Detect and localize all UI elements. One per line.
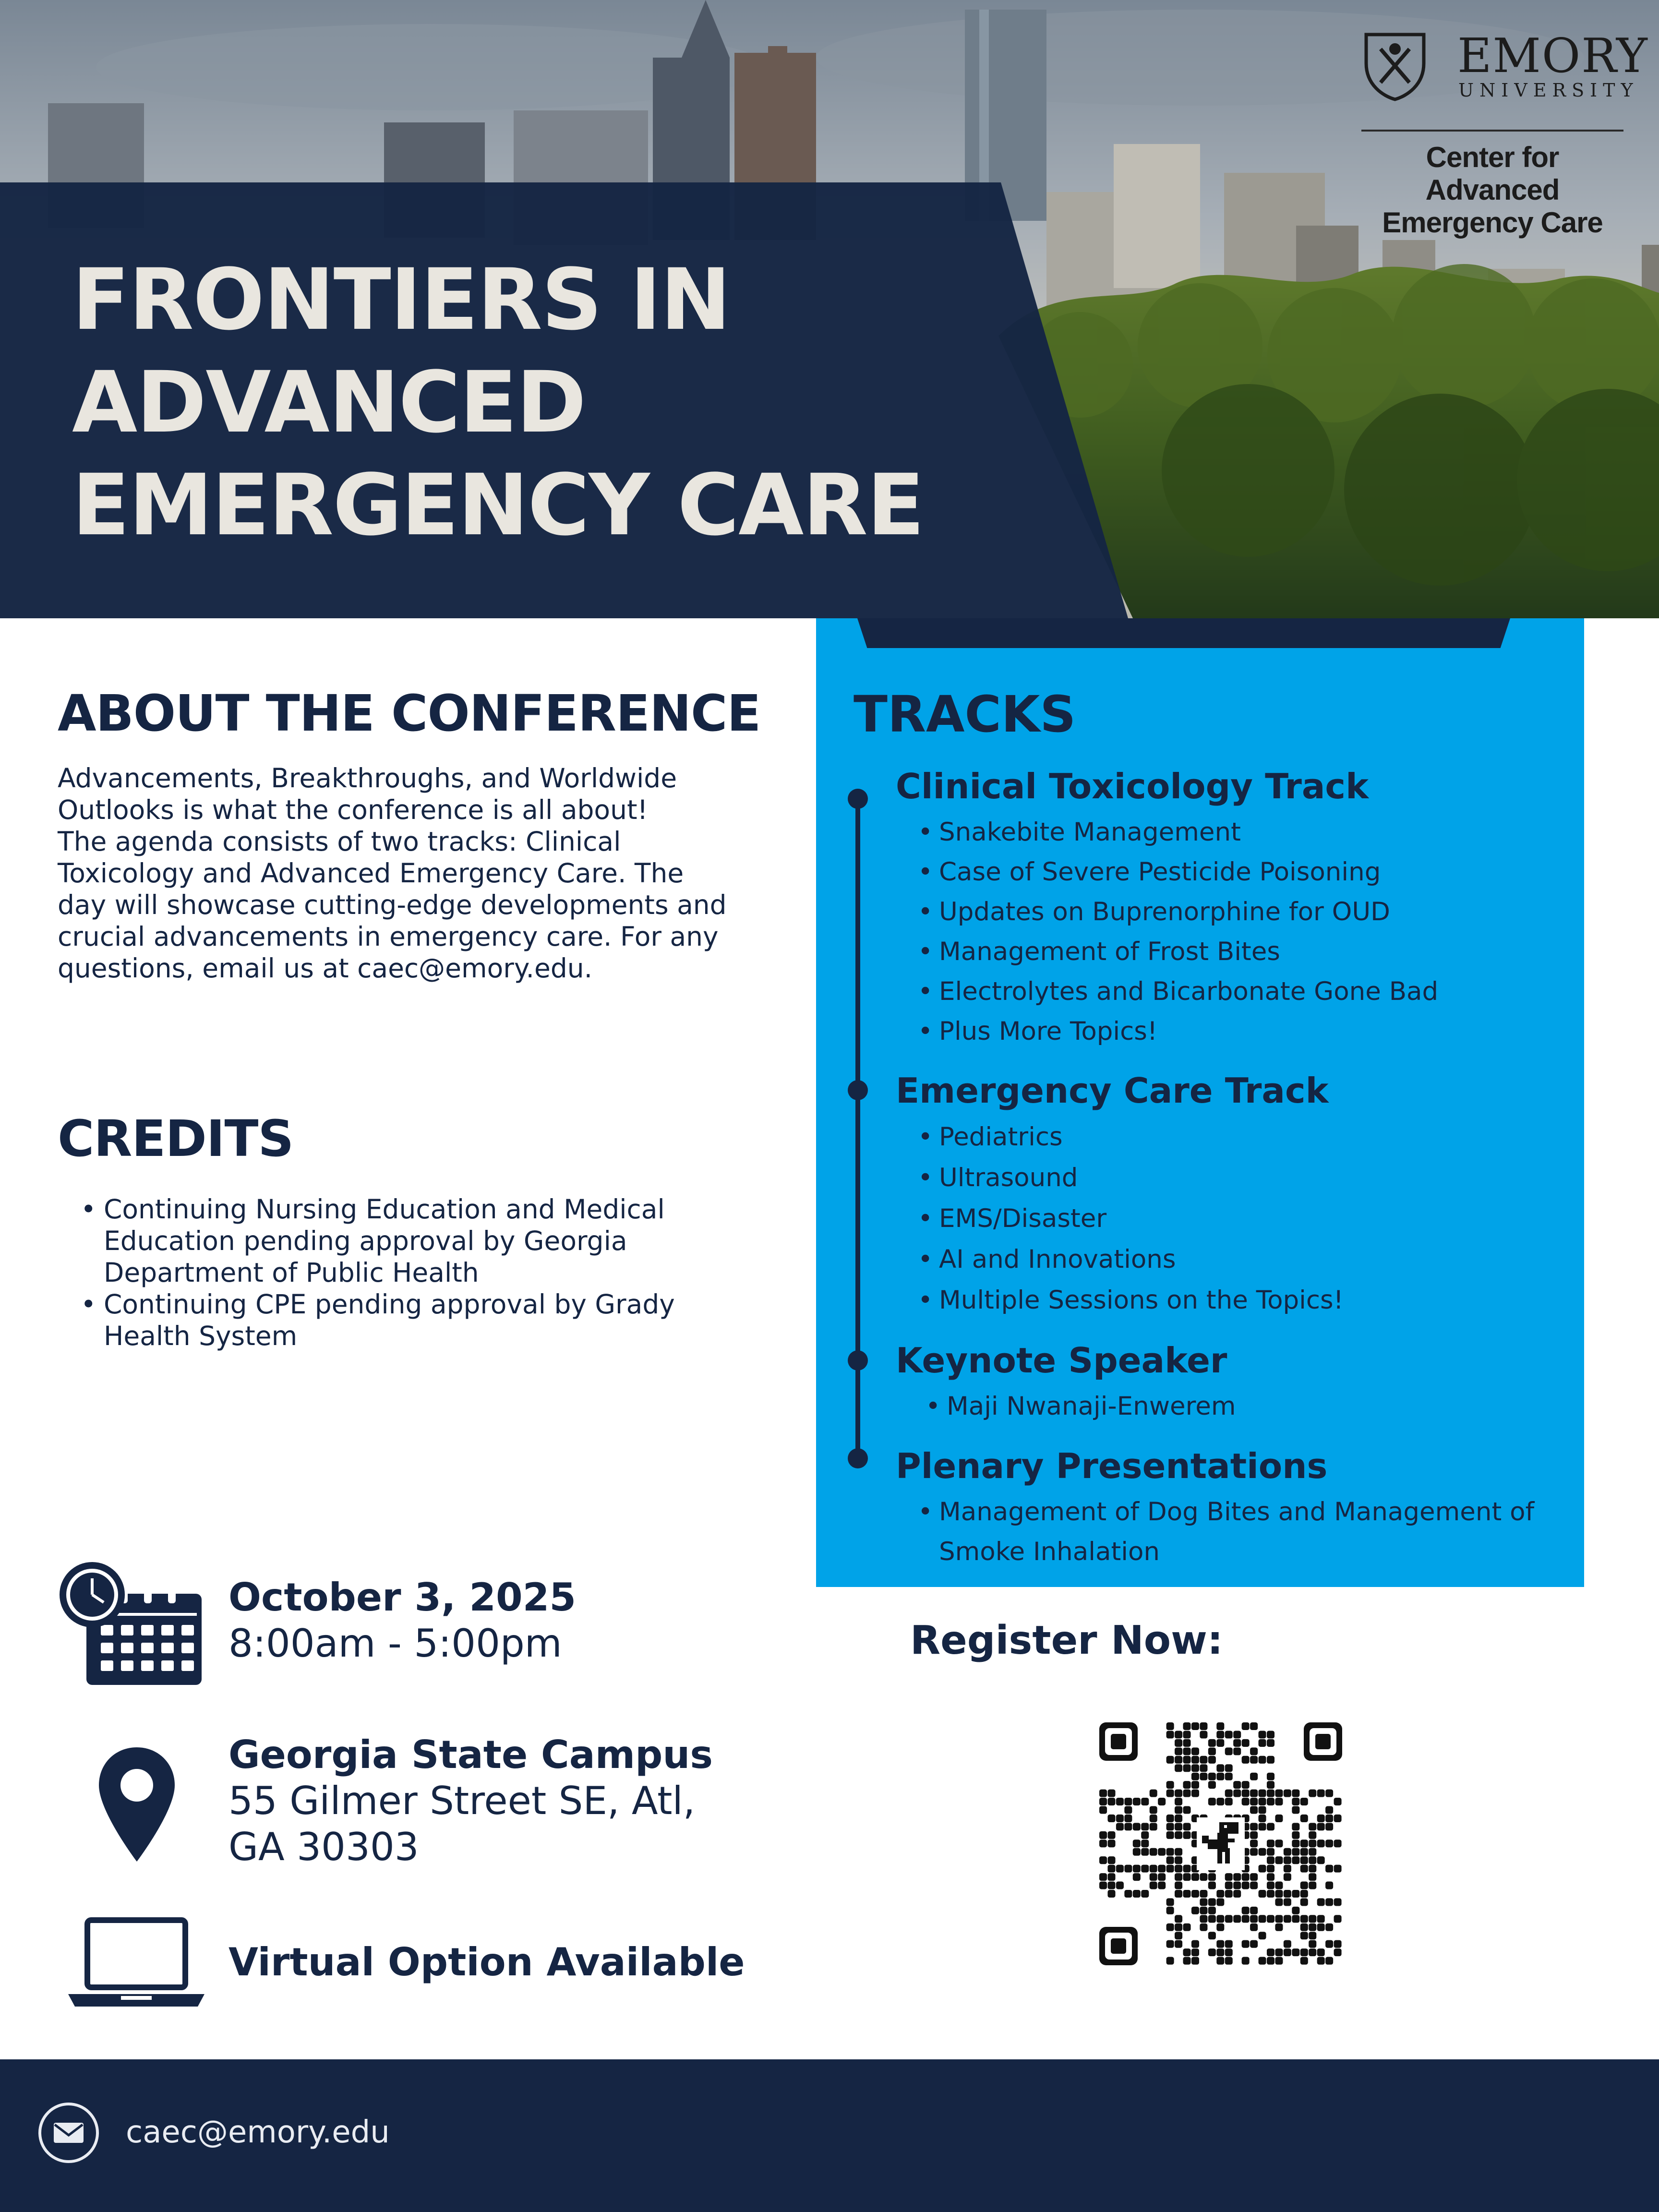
track-emergency-care-title: Emergency Care Track [896,1070,1329,1111]
track-item: • Snakebite Management [915,812,1438,852]
about-line: day will showcase cutting-edge developments and [58,890,727,920]
center-name-line-2: Emergency Care [1382,206,1603,239]
track-item: • Multiple Sessions on the Topics! [915,1280,1344,1321]
logo-wordmark: EMORY [1457,29,1648,84]
credit-line: Department of Public Health [104,1257,479,1288]
logo-divider [1361,130,1623,132]
credit-item [77,1288,749,1352]
track-item: • Ultrasound [915,1157,1344,1198]
plenary-presentations-title: Plenary Presentations [896,1446,1328,1486]
about-line: Outlooks is what the conference is all about! [58,794,648,825]
track-item: • Updates on Buprenorphine for OUD [915,892,1438,932]
credit-line: • Continuing CPE pending approval by Grady [104,1289,675,1320]
mail-icon [37,2102,100,2164]
about-line: Advancements, Breakthroughs, and Worldwide [58,763,677,793]
virtual-option-text: Virtual Option Available [228,1940,745,1984]
footer [0,2059,1659,2212]
title-line-2: ADVANCED [72,353,586,452]
track-item: • Case of Severe Pesticide Poisoning [915,852,1438,892]
timeline-dot [848,1350,868,1370]
credit-line: Education pending approval by Georgia [104,1226,627,1256]
track-emergency-care-list [915,1117,1344,1321]
about-line: Toxicology and Advanced Emergency Care. The [58,858,684,889]
keynote-speaker-title: Keynote Speaker [896,1340,1227,1381]
about-line: The agenda consists of two tracks: Clinical [58,826,621,857]
footer-email-link[interactable]: caec@emory.edu [126,2115,390,2150]
timeline-dot [848,789,868,809]
event-datetime [228,1575,949,1667]
track-item: • Electrolytes and Bicarbonate Gone Bad [915,972,1438,1011]
track-item: • Management of Dog Bites and Management of Smoke Inhalation [915,1492,1539,1572]
hero-banner [0,0,1659,618]
about-description [58,762,773,984]
about-line: questions, email us at caec@emory.edu. [58,953,593,984]
event-time: 8:00am - 5:00pm [228,1621,562,1666]
qr-code-icon[interactable] [1099,1722,1342,1965]
laptop-icon [68,1917,204,2008]
emory-logo [1361,29,1648,239]
track-item: • Pediatrics [915,1117,1344,1157]
about-line: crucial advancements in emergency care. For any [58,921,719,952]
credit-item [77,1193,749,1288]
track-clinical-toxicology-title: Clinical Toxicology Track [896,766,1369,806]
plenary-presentations-list [915,1492,1539,1572]
credits-heading: CREDITS [58,1109,294,1168]
event-date: October 3, 2025 [228,1575,577,1620]
timeline-dot [848,1080,868,1100]
center-name [1361,141,1623,239]
register-label: Register Now: [910,1618,1223,1663]
venue-address-line-1: 55 Gilmer Street SE, Atl, [228,1779,696,1823]
venue-address-line-2: GA 30303 [228,1825,419,1869]
venue-name: Georgia State Campus [228,1732,713,1777]
track-clinical-toxicology-list [915,812,1438,1051]
title-line-1: FRONTIERS IN [72,251,730,349]
track-item: • AI and Innovations [915,1239,1344,1280]
center-name-line-1: Center for Advanced [1425,141,1560,206]
credit-line: • Continuing Nursing Education and Medical [104,1194,665,1225]
event-venue [228,1732,949,1870]
credits-list [77,1193,749,1352]
track-item: • Management of Frost Bites [915,932,1438,972]
calendar-clock-icon [58,1560,206,1687]
about-heading: ABOUT THE CONFERENCE [58,684,761,743]
track-item: • Maji Nwanaji-Enwerem [923,1386,1236,1426]
track-item: • EMS/Disaster [915,1198,1344,1239]
logo-subword: UNIVERSITY [1458,80,1639,101]
emory-shield-icon [1361,30,1429,102]
title-line-3: EMERGENCY CARE [72,456,924,554]
map-pin-icon [96,1744,178,1864]
virtual-option [228,1939,949,1985]
track-item: • Plus More Topics! [915,1011,1438,1051]
credit-line: Health System [104,1321,298,1351]
tracks-panel-tab [857,618,1510,648]
keynote-speaker-list [923,1386,1236,1426]
timeline-dot [848,1448,868,1468]
tracks-heading: TRACKS [854,685,1076,744]
